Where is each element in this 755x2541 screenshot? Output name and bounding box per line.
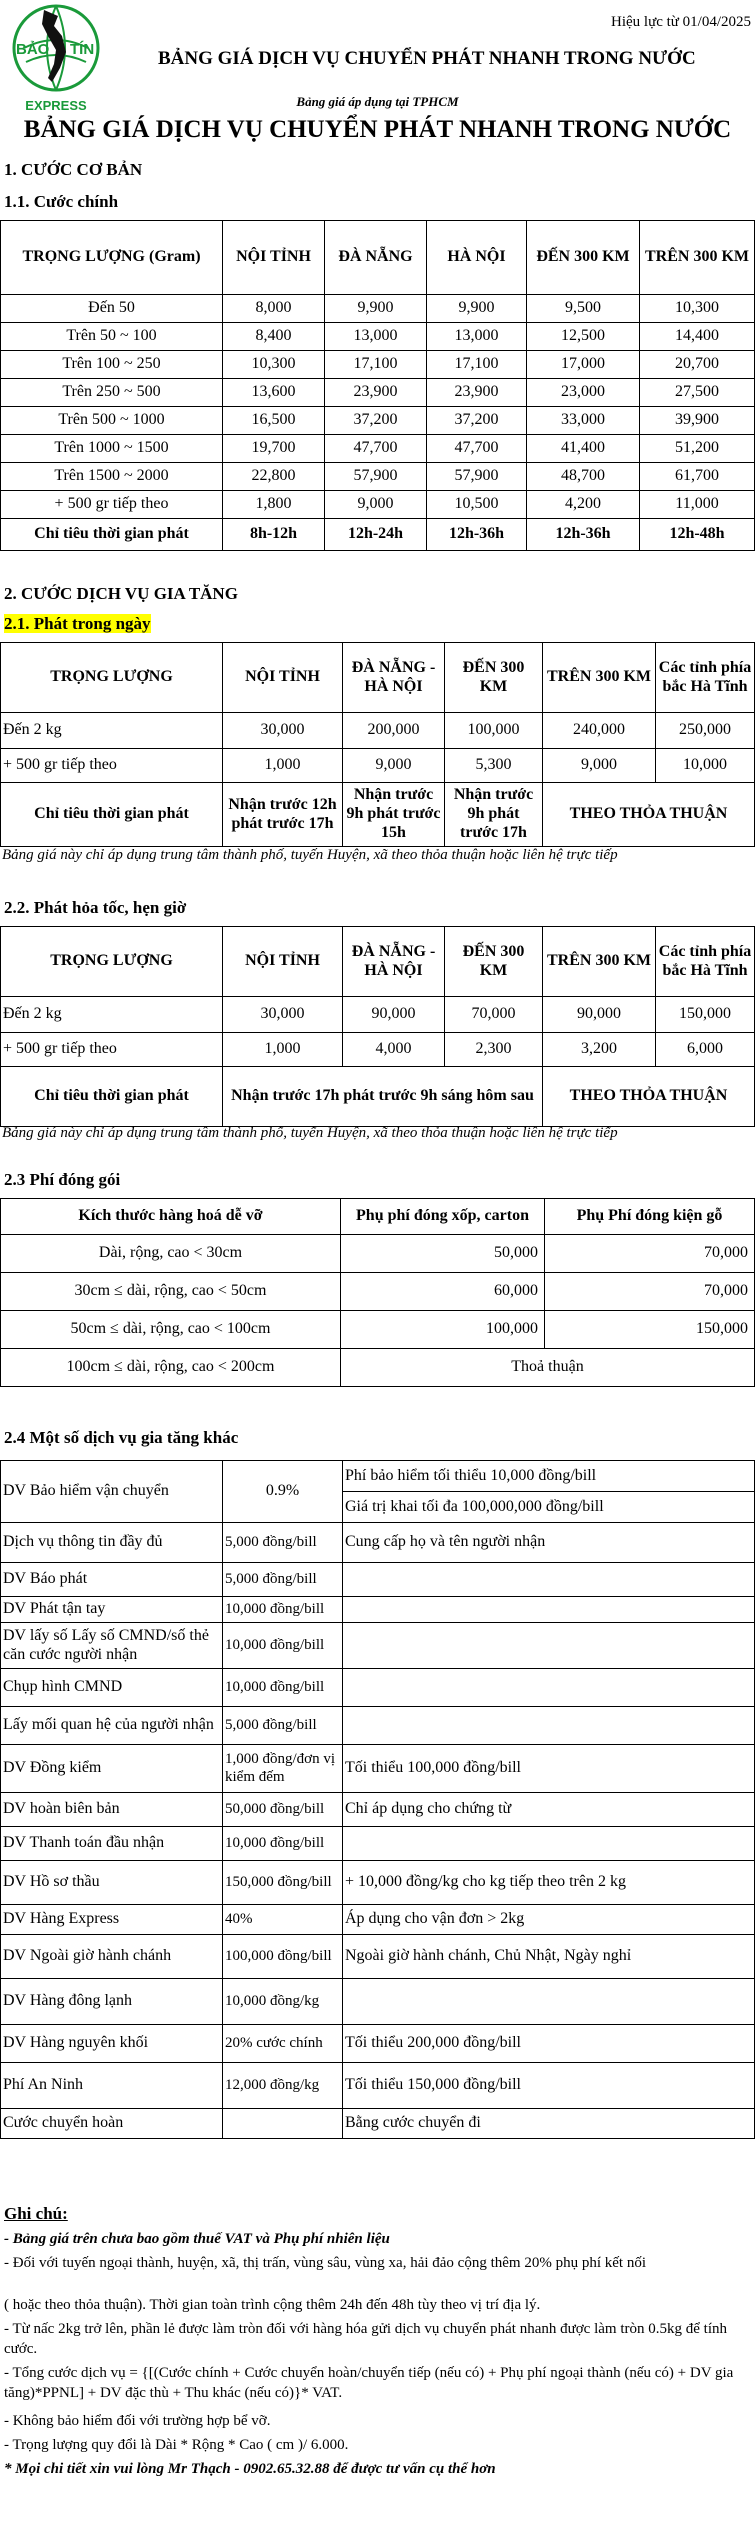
svg-text:EXPRESS: EXPRESS	[25, 98, 87, 113]
delivery-time-row: Chỉ tiêu thời gian phát 8h-12h 12h-24h 12h-36h 12h-36h 12h-48h	[1, 519, 755, 551]
section-2-3-title: 2.3 Phí đóng gói	[4, 1170, 121, 1189]
table-row: Trên 1500 ~ 2000 22,800 57,900 57,900 48,700 61,700	[1, 463, 755, 491]
delivery-time-row: Chỉ tiêu thời gian phát Nhận trước 12h phát trước 17h Nhận trước 9h phát trước 15h Nhận trước 9h phát trước 17h THEO THỎA THUẬN	[1, 783, 755, 847]
svg-text:TÍN: TÍN	[70, 41, 95, 58]
packaging-table	[0, 1198, 755, 1387]
same-day-table	[0, 642, 755, 847]
service-row: Phí An Ninh 12,000 đồng/kg Tối thiểu 150,000 đồng/bill	[1, 2063, 755, 2109]
service-row: DV Hàng Express 40% Áp dụng cho vận đơn > 2kg	[1, 1905, 755, 1935]
table-row: + 500 gr tiếp theo 1,800 9,000 10,500 4,200 11,000	[1, 491, 755, 519]
note-line: - Đối với tuyến ngoại thành, huyện, xã, thị trấn, vùng sâu, vùng xa, hải đảo cộng thêm 20% phụ phí kết nối	[4, 2255, 646, 2271]
service-row: DV Hàng nguyên khối 20% cước chính Tối thiểu 200,000 đồng/bill	[1, 2025, 755, 2063]
header-wood-fee: Phụ Phí đóng kiện gỗ	[545, 1199, 755, 1235]
note-line: - Trọng lượng quy đổi là Dài * Rộng * Cao ( cm )/ 6.000.	[4, 2437, 349, 2453]
service-row: DV Hồ sơ thầu 150,000 đồng/bill + 10,000 đồng/kg cho kg tiếp theo trên 2 kg	[1, 1861, 755, 1905]
table-row: Trên 1000 ~ 1500 19,700 47,700 47,700 41,400 51,200	[1, 435, 755, 463]
header-noi-tinh: NỘI TỈNH	[223, 643, 343, 713]
table-row: Dài, rộng, cao < 30cm 50,000 70,000	[1, 1235, 755, 1273]
table-row: + 500 gr tiếp theo 1,000 9,000 5,300 9,000 10,000	[1, 749, 755, 783]
same-day-note: Bảng giá này chỉ áp dụng trung tâm thành phố, tuyến Huyện, xã theo thỏa thuận hoặc liên hệ trực tiếp	[2, 847, 618, 863]
header-weight: TRỌNG LƯỢNG (Gram)	[1, 221, 223, 295]
service-row: DV Thanh toán đầu nhận 10,000 đồng/bill	[1, 1827, 755, 1861]
header-phia-bac: Các tỉnh phía bắc Hà Tĩnh	[656, 927, 755, 997]
header-size: Kích thước hàng hoá dễ vỡ	[1, 1199, 341, 1235]
note-line: - Không bảo hiểm đối với trường hợp bể vỡ.	[4, 2413, 271, 2429]
section-2-2-title: 2.2. Phát hỏa tốc, hẹn giờ	[4, 898, 187, 917]
main-rate-table	[0, 220, 755, 551]
header-tren-300km: TRÊN 300 KM	[543, 643, 656, 713]
validity-date: Hiệu lực từ 01/04/2025	[611, 14, 751, 30]
service-row: DV hoàn biên bản 50,000 đồng/bill Chỉ áp dụng cho chứng từ	[1, 1793, 755, 1827]
table-row: 100cm ≤ dài, rộng, cao < 200cm Thoả thuận	[1, 1349, 755, 1387]
header-da-nang-ha-noi: ĐÀ NẴNG - HÀ NỘI	[343, 927, 445, 997]
insurance-row: DV Bảo hiểm vận chuyển 0.9% Phí bảo hiểm tối thiểu 10,000 đồng/bill	[1, 1461, 755, 1492]
service-row: DV Báo phát 5,000 đồng/bill	[1, 1563, 755, 1597]
table-row: Đến 2 kg 30,000 90,000 70,000 90,000 150,000	[1, 997, 755, 1033]
header-title: BẢNG GIÁ DỊCH VỤ CHUYỂN PHÁT NHANH TRONG NƯỚC	[158, 48, 696, 69]
table-row: Trên 250 ~ 500 13,600 23,900 23,900 23,000 27,500	[1, 379, 755, 407]
header-da-nang-ha-noi: ĐÀ NẴNG - HÀ NỘI	[343, 643, 445, 713]
express-note: Bảng giá này chỉ áp dụng trung tâm thành phố, tuyến Huyện, xã theo thỏa thuận hoặc liên hệ trực tiếp	[2, 1125, 618, 1141]
header-den-300km: ĐẾN 300 KM	[445, 643, 543, 713]
header-weight: TRỌNG LƯỢNG	[1, 927, 223, 997]
service-row: Dịch vụ thông tin đầy đủ 5,000 đồng/bill Cung cấp họ và tên người nhận	[1, 1523, 755, 1563]
header-weight: TRỌNG LƯỢNG	[1, 643, 223, 713]
note-line: - Bảng giá trên chưa bao gồm thuế VAT và Phụ phí nhiên liệu	[4, 2231, 390, 2247]
header-da-nang: ĐÀ NẴNG	[325, 221, 427, 295]
header-phia-bac: Các tỉnh phía bắc Hà Tĩnh	[656, 643, 755, 713]
contact-line: * Mọi chi tiết xin vui lòng Mr Thạch - 0902.65.32.88 để được tư vấn cụ thể hơn	[4, 2461, 496, 2477]
table-row: 30cm ≤ dài, rộng, cao < 50cm 60,000 70,000	[1, 1273, 755, 1311]
section-1-title: 1. CƯỚC CƠ BẢN	[4, 160, 143, 179]
note-line: - Từ nấc 2kg trở lên, phần lẻ được làm tròn đối với hàng hóa gửi dịch vụ chuyển phát nhanh được làm tròn 0.5kg để tính cước.	[4, 2321, 727, 2357]
header-ha-noi: HÀ NỘI	[427, 221, 527, 295]
delivery-time-row: Chỉ tiêu thời gian phát Nhận trước 17h phát trước 9h sáng hôm sau THEO THỎA THUẬN	[1, 1067, 755, 1127]
section-2-title: 2. CƯỚC DỊCH VỤ GIA TĂNG	[4, 584, 238, 603]
section-2-1-title: 2.1. Phát trong ngày	[4, 614, 151, 633]
table-row: Trên 100 ~ 250 10,300 17,100 17,100 17,000 20,700	[1, 351, 755, 379]
table-row: Đến 2 kg 30,000 200,000 100,000 240,000 250,000	[1, 713, 755, 749]
service-row: Lấy mối quan hệ của người nhận 5,000 đồng/bill	[1, 1707, 755, 1745]
header-tren-300km: TRÊN 300 KM	[543, 927, 656, 997]
note-line: ( hoặc theo thỏa thuận). Thời gian toàn trình cộng thêm 24h đến 48h tùy theo vị trí địa lý.	[4, 2297, 541, 2313]
service-row: DV Đồng kiểm 1,000 đồng/đơn vị kiểm đếm Tối thiểu 100,000 đồng/bill	[1, 1745, 755, 1793]
service-row: DV Ngoài giờ hành chánh 100,000 đồng/bill Ngoài giờ hành chánh, Chủ Nhật, Ngày nghỉ	[1, 1935, 755, 1979]
header-noi-tinh: NỘI TỈNH	[223, 221, 325, 295]
service-row: DV Phát tận tay 10,000 đồng/bill	[1, 1597, 755, 1623]
header-foam-fee: Phụ phí đóng xốp, carton	[341, 1199, 545, 1235]
other-services-table: DV Bảo hiểm vận chuyển 0.9% Phí bảo hiểm tối thiểu 10,000 đồng/bill Giá trị khai tối đa 100,000,000 đồng/bill Dịch vụ thông tin đầy đủ 5,000 đồng/bill Cung cấp họ và tên người nhận DV Báo phát 5,000 đồng/bill DV Phát tận tay 10,000 đồng/bill DV lấy số Lấy số CMND/số thẻ căn cước người nhận 10,000 đồng/bill Chụp hình CMND 10,000 đồng/bill Lấy mối quan hệ của người nhận 5,000 đồng/bill DV Đồng kiểm 1,000 đồng/đơn vị kiểm đếm Tối thiểu 100,000 đồng/bill DV hoàn biên bản 50,000 đồng/bill Chỉ áp dụng cho chứng từ DV Thanh toán đầu nhận 10,000 đồng/bill DV Hồ sơ thầu 150,000 đồng/bill + 10,000 đồng/kg cho kg tiếp theo trên 2 kg DV Hàng Express 40% Áp dụng cho vận đơn > 2kg DV Ngoài giờ hành chánh 100,000 đồng/bill Ngoài giờ hành chánh, Chủ Nhật, Ngày nghỉ DV Hàng đông lạnh 10,000 đồng/kg DV Hàng nguyên khối 20% cước chính Tối thiểu 200,000 đồng/bill Phí An Ninh 12,000 đồng/kg Tối thiểu 150,000 đồng/bill Cước chuyển hoàn Bằng cước chuyển đi	[0, 1460, 755, 2139]
table-row: + 500 gr tiếp theo 1,000 4,000 2,300 3,200 6,000	[1, 1033, 755, 1067]
service-row: DV Hàng đông lạnh 10,000 đồng/kg	[1, 1979, 755, 2025]
header-tren-300km: TRÊN 300 KM	[640, 221, 755, 295]
section-2-4-title: 2.4 Một số dịch vụ gia tăng khác	[4, 1428, 239, 1447]
table-row: Trên 500 ~ 1000 16,500 37,200 37,200 33,000 39,900	[1, 407, 755, 435]
service-row: Cước chuyển hoàn Bằng cước chuyển đi	[1, 2109, 755, 2139]
table-row: Đến 50 8,000 9,900 9,900 9,500 10,300	[1, 295, 755, 323]
notes-title: Ghi chú:	[4, 2204, 68, 2223]
svg-text:BẢO: BẢO	[16, 41, 50, 58]
header-den-300km: ĐẾN 300 KM	[445, 927, 543, 997]
header-den-300km: ĐẾN 300 KM	[527, 221, 640, 295]
express-table	[0, 926, 755, 1127]
service-row: Chụp hình CMND 10,000 đồng/bill	[1, 1669, 755, 1707]
page-title: BẢNG GIÁ DỊCH VỤ CHUYỂN PHÁT NHANH TRONG NƯỚC	[23, 116, 732, 143]
table-row: 50cm ≤ dài, rộng, cao < 100cm 100,000 150,000	[1, 1311, 755, 1349]
header-subtitle: Bảng giá áp dụng tại TPHCM	[296, 94, 459, 109]
note-line: - Tổng cước dịch vụ = {[(Cước chính + Cước chuyển hoàn/chuyển tiếp (nếu có) + Phụ phí ngoại thành (nếu có) + DV gia tăng)*PPNL] + DV đặc thù + Thu khác (nếu có)}* VAT.	[4, 2365, 734, 2401]
table-row: Trên 50 ~ 100 8,400 13,000 13,000 12,500 14,400	[1, 323, 755, 351]
service-row: DV lấy số Lấy số CMND/số thẻ căn cước người nhận 10,000 đồng/bill	[1, 1623, 755, 1669]
header-noi-tinh: NỘI TỈNH	[223, 927, 343, 997]
section-1-1-title: 1.1. Cước chính	[4, 192, 119, 211]
